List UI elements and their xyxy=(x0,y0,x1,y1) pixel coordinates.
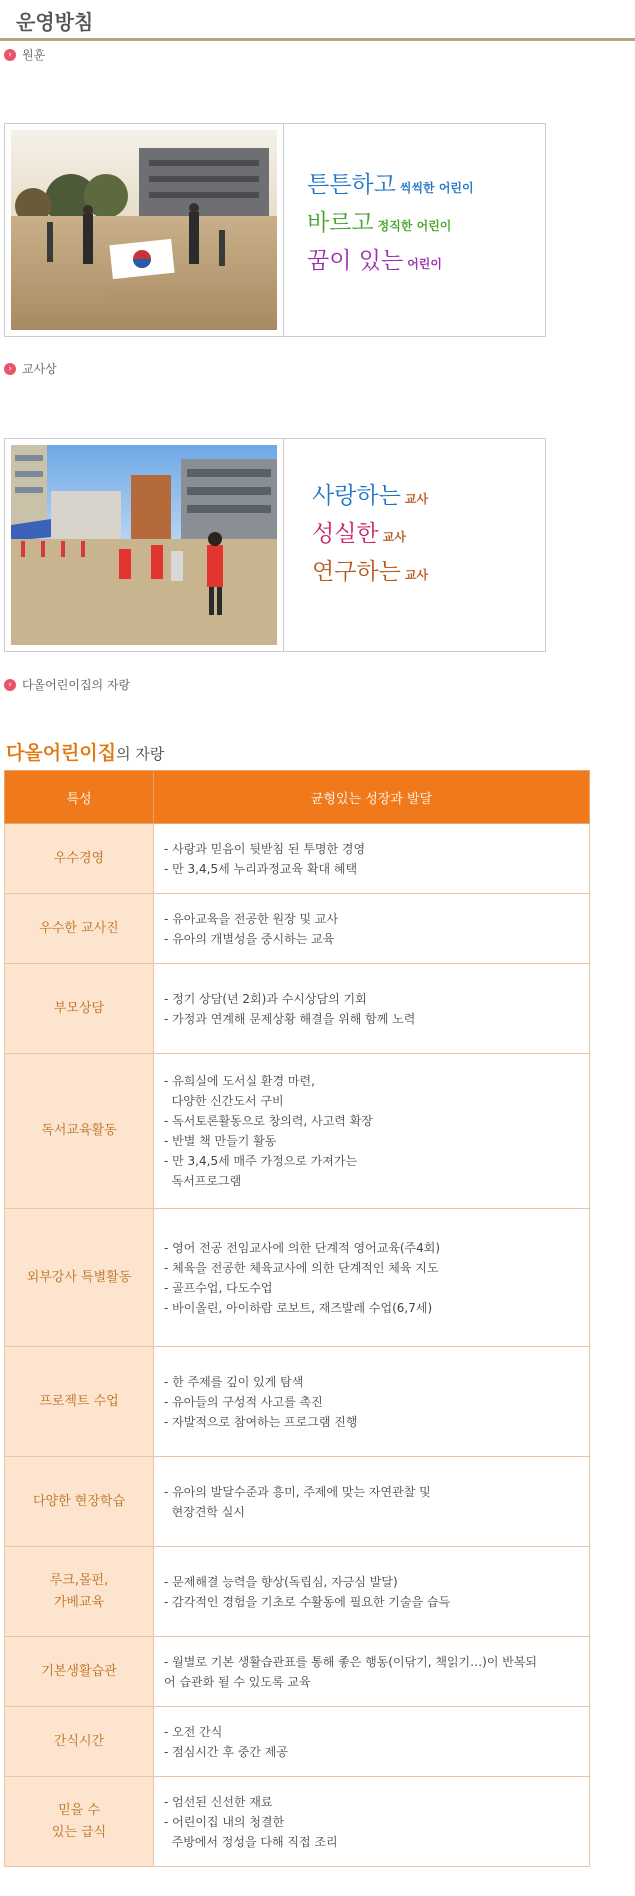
feature-label: 우수경영 xyxy=(53,850,105,866)
bullet-icon: › xyxy=(4,679,16,691)
feature-cell xyxy=(5,1777,154,1867)
description-line: - 자발적으로 참여하는 프로그램 진행 xyxy=(164,1414,358,1429)
feature-cell xyxy=(5,1347,154,1457)
table-row xyxy=(5,1347,590,1457)
pride-title-rest: 의 자랑 xyxy=(116,745,165,763)
description-line: 독서프로그램 xyxy=(164,1174,242,1188)
description-line: 어 습관화 될 수 있도록 교육 xyxy=(164,1674,311,1689)
feature-cell xyxy=(5,1457,154,1547)
description-line: - 어린이집 내의 청결한 xyxy=(164,1814,285,1829)
description-line: 다양한 신간도서 구비 xyxy=(164,1094,284,1108)
description-cell xyxy=(154,1777,590,1867)
description-line: - 유아들의 구성적 사고를 촉진 xyxy=(164,1394,323,1409)
pride-title xyxy=(6,738,164,765)
section-heading-pride xyxy=(4,676,130,693)
pride-title-highlight: 다올어린이집 xyxy=(6,742,117,764)
table-header-row xyxy=(5,771,590,824)
feature-cell xyxy=(5,1209,154,1347)
motto-row xyxy=(307,206,474,244)
motto-row xyxy=(307,244,474,282)
table-row xyxy=(5,1637,590,1707)
section-heading-motto xyxy=(4,46,45,63)
motto-box xyxy=(4,123,546,337)
section-heading-teacher xyxy=(4,360,57,377)
teacher-list xyxy=(312,479,428,593)
feature-label: 기본생활습관 xyxy=(41,1663,117,1679)
description-line: - 유희실에 도서실 환경 마련, xyxy=(164,1074,315,1088)
description-line: - 한 주제를 깊이 있게 탐색 xyxy=(164,1374,304,1389)
motto-row xyxy=(307,168,474,206)
motto-small-text: 씩씩한 어린이 xyxy=(399,181,474,195)
bullet-icon: › xyxy=(4,49,16,61)
description-line: - 유아의 개별성을 중시하는 교육 xyxy=(164,931,335,946)
table-row xyxy=(5,1707,590,1777)
description-line: 주방에서 정성을 다해 직접 조리 xyxy=(164,1834,338,1849)
playground-photo xyxy=(11,130,277,330)
description-cell xyxy=(154,1457,590,1547)
feature-label: 믿을 수 xyxy=(58,1802,100,1818)
feature-label: 루크,몰펀, xyxy=(49,1572,109,1588)
teacher-small-text: 교사 xyxy=(382,530,406,544)
description-line: - 정기 상담(년 2회)과 수시상담의 기회 xyxy=(164,991,367,1006)
box-divider xyxy=(283,124,284,336)
feature-label: 우수한 교사진 xyxy=(39,920,119,936)
box-divider xyxy=(283,439,284,651)
pride-table xyxy=(4,770,590,1867)
teacher-big-text: 성실한 xyxy=(312,521,379,547)
bullet-icon: › xyxy=(4,363,16,375)
table-row xyxy=(5,1054,590,1209)
motto-big-text: 튼튼하고 xyxy=(307,172,396,198)
page-title: 운영방침 xyxy=(16,10,94,34)
description-line: - 월별로 기본 생활습관표를 통해 좋은 행동(이닦기, 책읽기…)이 반복되 xyxy=(164,1654,538,1669)
description-line: - 유아의 발달수준과 흥미, 주제에 맞는 자연관찰 및 xyxy=(164,1484,431,1499)
feature-label: 부모상담 xyxy=(53,1000,105,1016)
description-line: - 만 3,4,5세 매주 가정으로 가져가는 xyxy=(164,1154,358,1168)
description-line: - 점심시간 후 중간 제공 xyxy=(164,1744,288,1759)
table-header-feature: 특성 xyxy=(5,771,154,824)
motto-big-text: 꿈이 있는 xyxy=(307,248,404,274)
description-line: - 엄선된 신선한 재료 xyxy=(164,1794,273,1809)
table-header-description: 균형있는 성장과 발달 xyxy=(154,771,590,824)
description-line: - 사랑과 믿음이 뒷받침 된 투명한 경영 xyxy=(164,841,366,856)
teacher-box xyxy=(4,438,546,652)
section-heading-label: 원훈 xyxy=(22,48,46,62)
motto-big-text: 바르고 xyxy=(307,210,374,236)
feature-cell xyxy=(5,1707,154,1777)
description-line: - 오전 간식 xyxy=(164,1724,223,1739)
table-row xyxy=(5,1777,590,1867)
pride-table-body xyxy=(5,824,590,1867)
feature-cell xyxy=(5,964,154,1054)
section-heading-label: 다올어린이집의 자랑 xyxy=(22,678,131,692)
description-line: - 골프수업, 다도수업 xyxy=(164,1280,273,1295)
teacher-small-text: 교사 xyxy=(404,492,429,506)
feature-cell xyxy=(5,1637,154,1707)
table-row xyxy=(5,964,590,1054)
description-cell xyxy=(154,1209,590,1347)
feature-label: 가베교육 xyxy=(53,1594,105,1610)
teacher-row xyxy=(312,555,428,593)
motto-small-text: 어린이 xyxy=(407,257,442,271)
motto-list xyxy=(307,168,474,282)
description-line: - 문제해결 능력을 향상(독립심, 자긍심 발달) xyxy=(164,1574,398,1589)
teacher-row xyxy=(312,479,428,517)
feature-label: 간식시간 xyxy=(53,1733,105,1749)
feature-label: 다양한 현장학습 xyxy=(32,1493,126,1509)
description-line: - 만 3,4,5세 누리과정교육 확대 혜택 xyxy=(164,861,358,876)
table-row xyxy=(5,1457,590,1547)
description-cell xyxy=(154,824,590,894)
feature-cell xyxy=(5,1054,154,1209)
description-line: - 가정과 연계해 문제상황 해결을 위해 함께 노력 xyxy=(164,1011,416,1026)
description-line: - 바이올린, 아이하람 로보트, 재즈발레 수업(6,7세) xyxy=(164,1300,433,1315)
description-line: - 반별 책 만들기 활동 xyxy=(164,1134,277,1148)
description-cell xyxy=(154,1054,590,1209)
teacher-small-text: 교사 xyxy=(404,568,429,582)
description-cell xyxy=(154,1637,590,1707)
description-cell xyxy=(154,964,590,1054)
feature-cell xyxy=(5,894,154,964)
description-line: - 영어 전공 전임교사에 의한 단계적 영어교육(주4회) xyxy=(164,1240,441,1255)
feature-label: 외부강사 특별활동 xyxy=(26,1269,132,1285)
table-row xyxy=(5,894,590,964)
sports-day-photo xyxy=(11,445,277,645)
description-line: - 독서토론활동으로 창의력, 사고력 확장 xyxy=(164,1114,373,1128)
description-line: - 체육을 전공한 체육교사에 의한 단계적인 체육 지도 xyxy=(164,1260,439,1275)
description-cell xyxy=(154,894,590,964)
feature-label: 프로젝트 수업 xyxy=(39,1393,119,1409)
title-divider xyxy=(0,38,635,41)
teacher-row xyxy=(312,517,428,555)
teacher-big-text: 사랑하는 xyxy=(312,483,401,509)
feature-label: 독서교육활동 xyxy=(41,1123,117,1138)
description-line: 현장견학 실시 xyxy=(164,1504,245,1519)
motto-small-text: 정직한 어린이 xyxy=(377,219,452,233)
table-row xyxy=(5,1209,590,1347)
description-cell xyxy=(154,1707,590,1777)
description-line: - 유아교육을 전공한 원장 및 교사 xyxy=(164,911,339,926)
description-line: - 감각적인 경험을 기초로 수활동에 필요한 기술을 습득 xyxy=(164,1594,451,1609)
feature-cell xyxy=(5,1547,154,1637)
section-heading-label: 교사상 xyxy=(22,362,57,376)
feature-cell xyxy=(5,824,154,894)
feature-label: 있는 급식 xyxy=(51,1824,107,1840)
table-row xyxy=(5,1547,590,1637)
table-row xyxy=(5,824,590,894)
description-cell xyxy=(154,1347,590,1457)
description-cell xyxy=(154,1547,590,1637)
teacher-big-text: 연구하는 xyxy=(312,559,401,585)
